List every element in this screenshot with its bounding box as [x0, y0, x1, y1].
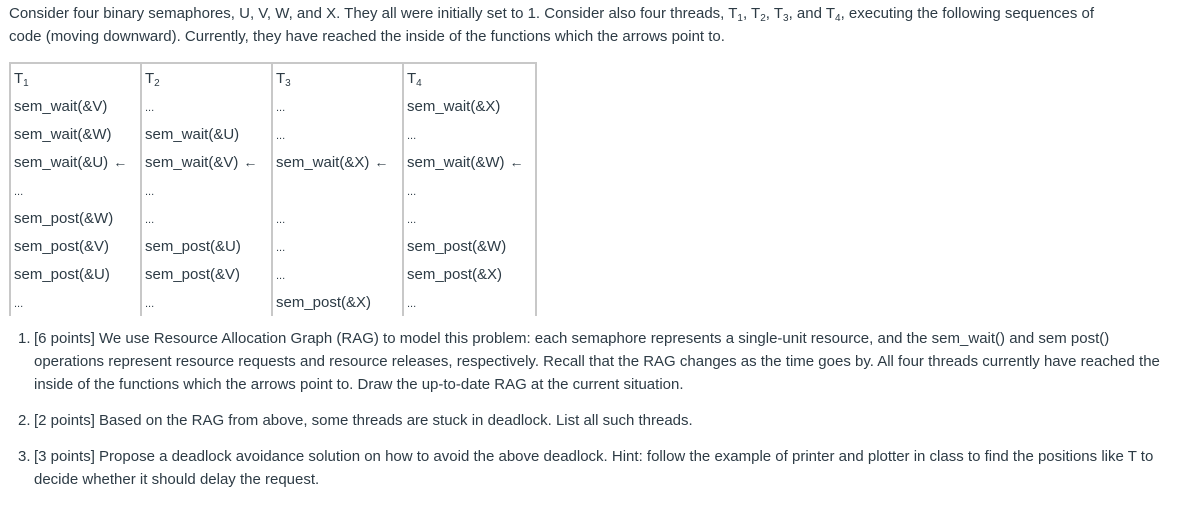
code-table: [9, 62, 537, 316]
table-row: [10, 260, 536, 288]
question-text: [3 points] Propose a deadlock avoidance solution on how to avoid the above deadlock. Hint: follow the example of printer and plotter in class to find the positions like T to decide whether it should delay the request.: [34, 448, 1154, 488]
intro-line-1: [9, 2, 1169, 25]
question-list: [18, 327, 1168, 504]
cell-t2: sem_post(&V): [141, 260, 272, 288]
intro-sep-3: , and T: [788, 5, 835, 22]
thread-subscript-3: 3: [783, 13, 789, 24]
cell-t3: [272, 176, 403, 204]
cell-t2: ...: [141, 288, 272, 316]
table-row: [10, 232, 536, 260]
current-position-arrow-icon: ←: [113, 153, 128, 170]
thread-subscript-2: 2: [760, 13, 766, 24]
cell-t3: ...: [272, 232, 403, 260]
header-t2: $T_2$: [141, 63, 272, 92]
cell-t3: ...: [272, 92, 403, 120]
current-position-arrow-icon: ←: [509, 153, 524, 170]
cell-t1: sem_post(&W): [10, 204, 141, 232]
question-number: 1.: [18, 330, 31, 347]
cell-t1: ...: [10, 288, 141, 316]
cell-t3: sem_wait(&X) ←: [272, 148, 403, 176]
current-position-arrow-icon: ←: [243, 153, 258, 170]
cell-t2: sem_wait(&V) ←: [141, 148, 272, 176]
cell-t1: sem_wait(&U) ←: [10, 148, 141, 176]
question-text: [2 points] Based on the RAG from above, some threads are stuck in deadlock. List all such threads.: [34, 412, 693, 429]
table-row: [10, 120, 536, 148]
cell-t2: ...: [141, 176, 272, 204]
cell-t4: sem_wait(&X): [403, 92, 536, 120]
thread-subscript-4: 4: [835, 13, 841, 24]
cell-t4: ...: [403, 204, 536, 232]
table-row-current: [10, 148, 536, 176]
cell-t4: sem_post(&W): [403, 232, 536, 260]
table-row: [10, 204, 536, 232]
cell-t2: sem_post(&U): [141, 232, 272, 260]
table-row: [10, 288, 536, 316]
header-t3: $T_3$: [272, 63, 403, 92]
cell-t1: sem_wait(&W): [10, 120, 141, 148]
table-row: [10, 92, 536, 120]
intro-paragraph: [9, 2, 1169, 48]
thread-subscript-1: 1: [737, 13, 743, 24]
cell-t1: ...: [10, 176, 141, 204]
cell-t4: ...: [403, 176, 536, 204]
question-item: [18, 409, 1168, 432]
cell-t4: sem_wait(&W) ←: [403, 148, 536, 176]
question-item: [18, 327, 1168, 396]
question-item: [18, 445, 1168, 491]
cell-t1: sem_post(&U): [10, 260, 141, 288]
table-header-row: [10, 63, 536, 92]
cell-t2: sem_wait(&U): [141, 120, 272, 148]
question-number: 3.: [18, 448, 31, 465]
intro-text-a: Consider four binary semaphores, U, V, W, and X. They all were initially set to 1. Consider also four threads, T: [9, 5, 738, 22]
cell-t3: sem_post(&X): [272, 288, 403, 316]
cell-t3: ...: [272, 204, 403, 232]
cell-t1: sem_wait(&V): [10, 92, 141, 120]
cell-t4: ...: [403, 120, 536, 148]
cell-t3: ...: [272, 260, 403, 288]
question-number: 2.: [18, 412, 31, 429]
intro-text-b: , executing the following sequences of: [840, 5, 1095, 22]
cell-t4: sem_post(&X): [403, 260, 536, 288]
intro-sep-2: , T: [765, 5, 784, 22]
intro-sep-1: , T: [742, 5, 761, 22]
cell-t4: ...: [403, 288, 536, 316]
header-t4: $T_4$: [403, 63, 536, 92]
cell-t2: ...: [141, 92, 272, 120]
intro-line-2: code (moving downward). Currently, they have reached the inside of the functions which the arrows point to.: [9, 28, 725, 45]
cell-t2: ...: [141, 204, 272, 232]
table-row: [10, 176, 536, 204]
cell-t3: ...: [272, 120, 403, 148]
header-t1: $T_1$: [10, 63, 141, 92]
cell-t1: sem_post(&V): [10, 232, 141, 260]
current-position-arrow-icon: ←: [374, 153, 389, 170]
question-text: [6 points] We use Resource Allocation Graph (RAG) to model this problem: each semaphore represents a single-unit resource, and the sem_wait() and sem post() operations represent resource requests and resource releases, respectively. Recall that the RAG changes as the time goes by. All four threads currently have reached the inside of the functions which the arrows point to. Draw the up-to-date RAG at the current situation.: [34, 330, 1160, 393]
